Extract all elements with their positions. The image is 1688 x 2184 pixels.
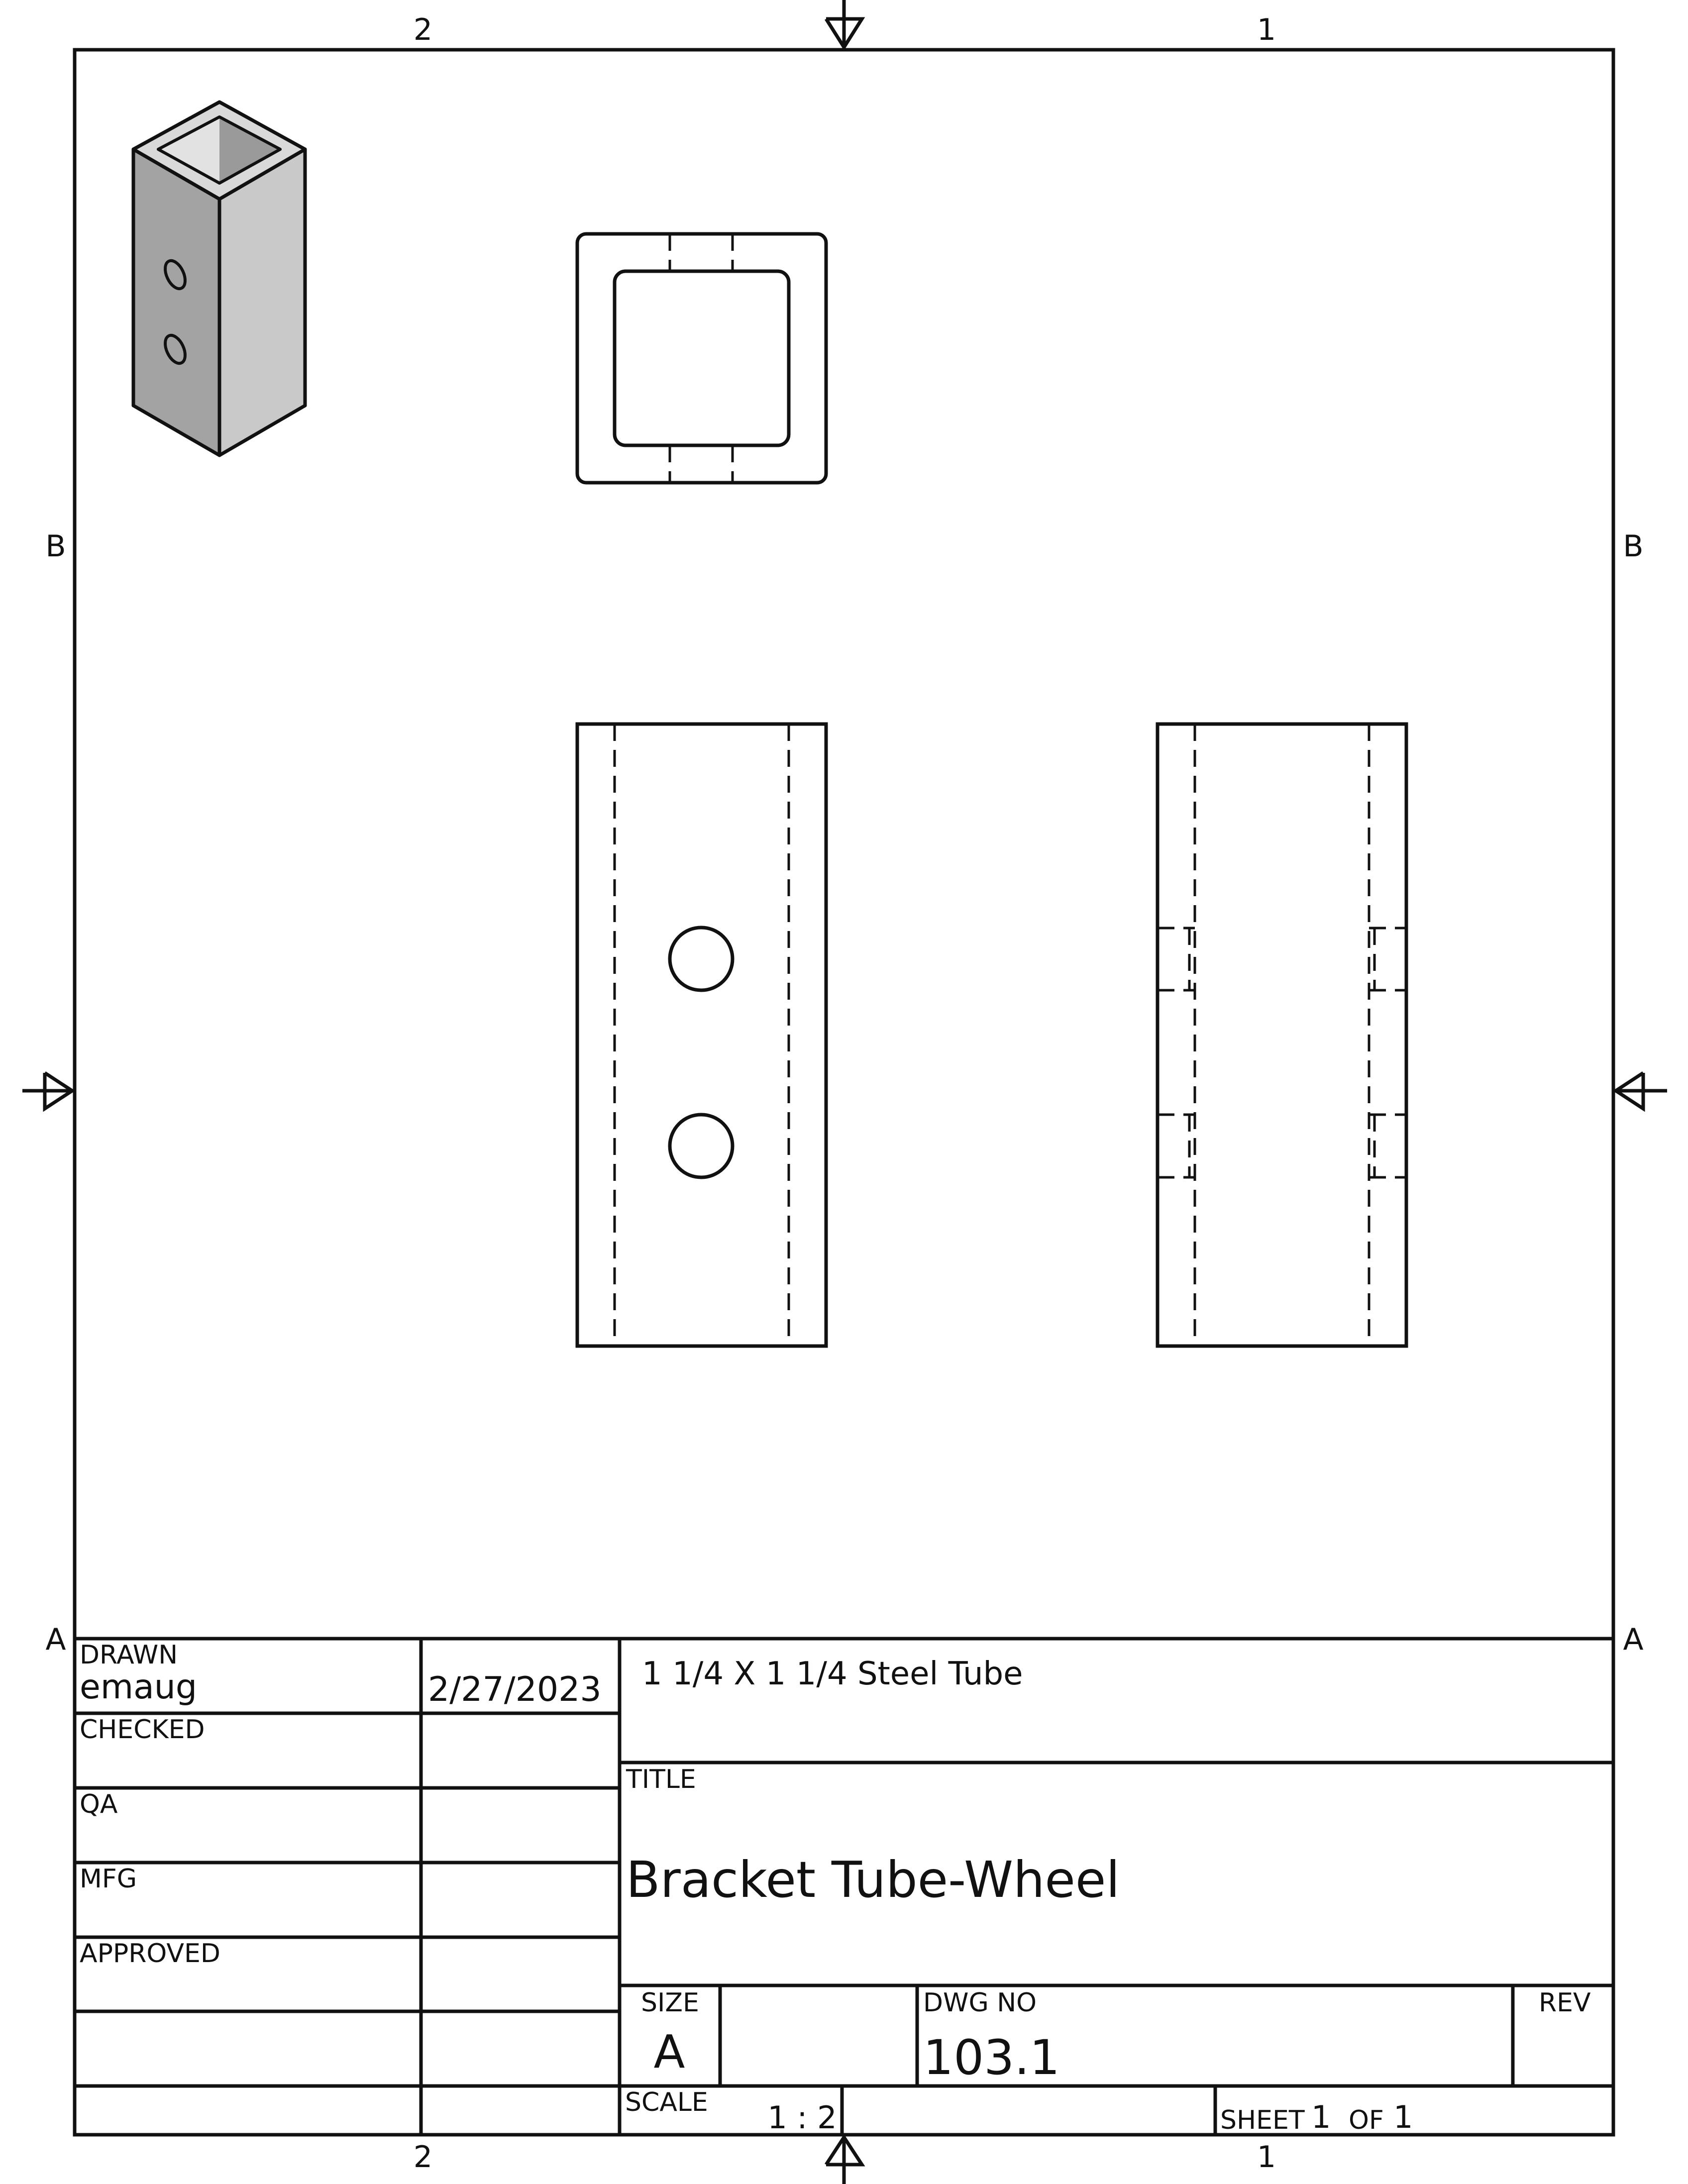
dwg-no-value: 103.1: [923, 2030, 1060, 2085]
side-view: [1158, 724, 1406, 1346]
size-value: A: [653, 2025, 685, 2079]
isometric-view: [133, 102, 305, 455]
sheet-number: 1: [1311, 2099, 1331, 2135]
approved-label: APPROVED: [80, 1939, 220, 1969]
sheet-total: 1: [1393, 2099, 1413, 2135]
top-view: [577, 234, 826, 483]
dwg-no-label: DWG NO: [923, 1988, 1037, 2018]
size-label: SIZE: [641, 1988, 699, 2018]
centering-mark-left: [22, 1073, 75, 1109]
zone-label-left-b: B: [45, 529, 66, 564]
front-hole-upper: [670, 928, 733, 990]
title-label: TITLE: [626, 1765, 696, 1794]
of-label: OF: [1349, 2105, 1384, 2135]
sheet-label: SHEET: [1220, 2105, 1305, 2135]
zone-label-left-a: A: [45, 1622, 66, 1657]
drawing-title: Bracket Tube-Wheel: [626, 1851, 1120, 1909]
checked-label: CHECKED: [80, 1715, 205, 1745]
centering-mark-top: [826, 0, 862, 50]
drawn-by-value: emaug: [80, 1667, 198, 1707]
front-view: [577, 724, 826, 1346]
drawn-date-value: 2/27/2023: [428, 1670, 602, 1709]
zone-label-bottom-2: 2: [413, 2140, 433, 2175]
zone-label-right-b: B: [1623, 529, 1644, 564]
mfg-label: MFG: [80, 1864, 137, 1894]
zone-label-bottom-1: 1: [1257, 2140, 1276, 2175]
centering-mark-bottom: [826, 2135, 862, 2184]
zone-label-right-a: A: [1623, 1622, 1644, 1657]
material-description: 1 1/4 X 1 1/4 Steel Tube: [642, 1656, 1023, 1692]
scale-label: SCALE: [625, 2087, 708, 2117]
zone-label-top-2: 2: [413, 12, 433, 47]
zone-label-top-1: 1: [1257, 12, 1276, 47]
front-hole-lower: [670, 1115, 733, 1177]
rev-label: REV: [1539, 1988, 1591, 2018]
qa-label: QA: [80, 1789, 118, 1819]
scale-value: 1 : 2: [767, 2099, 837, 2136]
centering-mark-right: [1613, 1073, 1667, 1109]
drawn-label: DRAWN: [80, 1640, 178, 1670]
